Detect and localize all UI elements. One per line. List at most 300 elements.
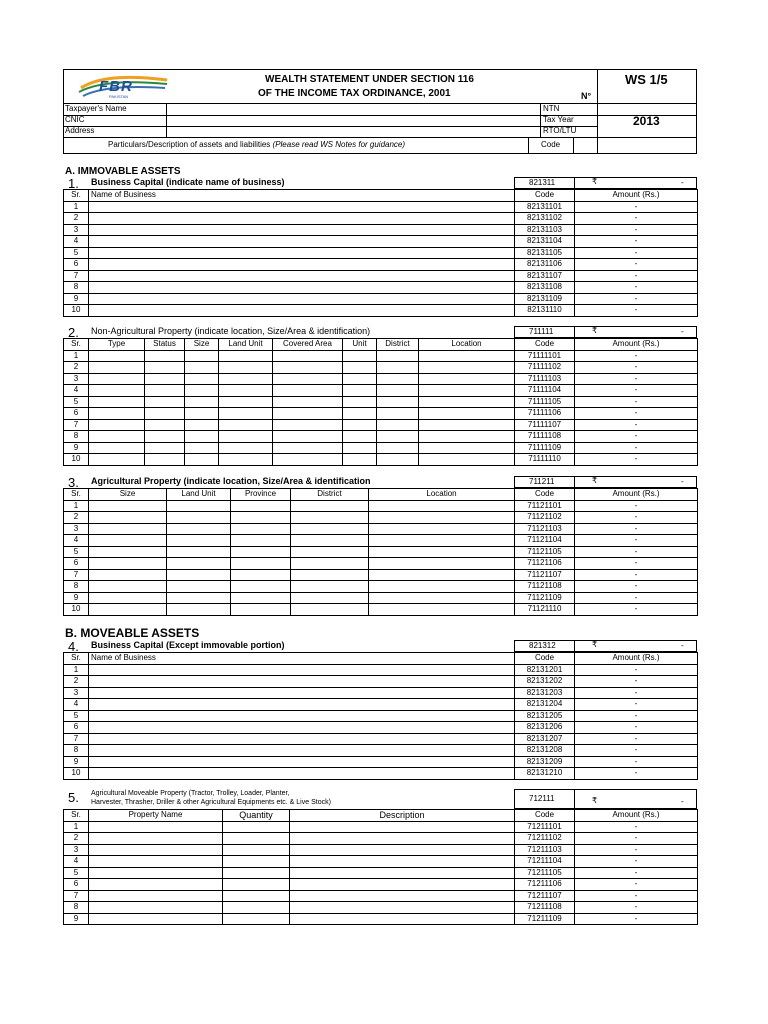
property-name-header: Property Name	[89, 810, 223, 822]
block5-number: 5.	[68, 790, 79, 805]
block3-code: 711211	[529, 477, 555, 486]
entry-cell[interactable]	[167, 558, 231, 570]
entry-cell[interactable]	[273, 431, 343, 443]
entry-cell[interactable]	[145, 442, 185, 454]
row-code: 82131206	[515, 722, 575, 734]
entry-cell[interactable]	[219, 373, 273, 385]
row-sr-number: 5	[64, 867, 89, 879]
address-field[interactable]	[167, 127, 539, 137]
entry-cell[interactable]	[419, 362, 515, 374]
block2-title: Non-Agricultural Property (indicate location, Size/Area & identification)	[91, 326, 371, 336]
entry-cell[interactable]	[89, 282, 515, 294]
entry-cell[interactable]	[419, 408, 515, 420]
entry-cell[interactable]	[89, 592, 167, 604]
entry-cell[interactable]	[343, 373, 377, 385]
entry-cell[interactable]	[377, 431, 419, 443]
row-sr-number: 9	[64, 913, 89, 925]
table-row	[64, 867, 698, 879]
entry-cell[interactable]	[273, 385, 343, 397]
row-amount: -	[575, 710, 698, 722]
entry-cell[interactable]	[167, 569, 231, 581]
entry-cell[interactable]	[89, 821, 223, 833]
entry-cell[interactable]	[89, 913, 223, 925]
entry-cell[interactable]	[273, 362, 343, 374]
entry-cell[interactable]	[89, 844, 223, 856]
row-sr-number: 1	[64, 201, 89, 213]
entry-cell[interactable]	[223, 856, 290, 868]
unit-header: Unit	[343, 339, 377, 351]
entry-cell[interactable]	[369, 604, 515, 616]
entry-cell[interactable]	[273, 408, 343, 420]
row-amount: -	[575, 512, 698, 524]
row-amount: -	[575, 362, 698, 374]
table-row	[64, 305, 698, 317]
entry-cell[interactable]	[419, 396, 515, 408]
amount-header: Amount (Rs.)	[575, 339, 698, 351]
row-code: 71211105	[515, 867, 575, 879]
entry-cell[interactable]	[89, 569, 167, 581]
table-row	[64, 592, 698, 604]
entry-cell[interactable]	[185, 396, 219, 408]
row-code: 82131209	[515, 756, 575, 768]
entry-cell[interactable]	[273, 396, 343, 408]
entry-cell[interactable]	[89, 546, 167, 558]
rto-label: RTO/LTU	[543, 126, 577, 135]
entry-cell[interactable]	[231, 558, 291, 570]
entry-cell[interactable]	[89, 535, 167, 547]
entry-cell[interactable]	[223, 913, 290, 925]
entry-cell[interactable]	[369, 500, 515, 512]
entry-cell[interactable]	[419, 431, 515, 443]
entry-cell[interactable]	[419, 454, 515, 466]
table-row	[64, 500, 698, 512]
entry-cell[interactable]	[223, 890, 290, 902]
entry-cell[interactable]	[219, 442, 273, 454]
row-sr-number: 2	[64, 833, 89, 845]
entry-cell[interactable]	[343, 419, 377, 431]
entry-cell[interactable]	[89, 305, 515, 317]
entry-cell[interactable]	[89, 687, 515, 699]
entry-cell[interactable]	[89, 664, 515, 676]
entry-cell[interactable]	[185, 385, 219, 397]
entry-cell[interactable]	[89, 856, 223, 868]
entry-cell[interactable]	[419, 350, 515, 362]
entry-cell[interactable]	[89, 454, 145, 466]
row-sr-number: 6	[64, 259, 89, 271]
address-label: Address	[65, 126, 95, 135]
entry-cell[interactable]	[185, 408, 219, 420]
entry-cell[interactable]	[290, 913, 515, 925]
entry-cell[interactable]	[231, 581, 291, 593]
entry-cell[interactable]	[89, 604, 167, 616]
entry-cell[interactable]	[291, 558, 369, 570]
district-header: District	[377, 339, 419, 351]
entry-cell[interactable]	[231, 604, 291, 616]
entry-cell[interactable]	[231, 523, 291, 535]
entry-cell[interactable]	[223, 902, 290, 914]
entry-cell[interactable]	[377, 419, 419, 431]
row-amount: -	[575, 385, 698, 397]
row-sr-number: 9	[64, 756, 89, 768]
entry-cell[interactable]	[167, 512, 231, 524]
row-sr-number: 2	[64, 362, 89, 374]
entry-cell[interactable]	[219, 419, 273, 431]
row-amount: -	[575, 676, 698, 688]
entry-cell[interactable]	[145, 408, 185, 420]
table-row	[64, 224, 698, 236]
entry-cell[interactable]	[89, 236, 515, 248]
entry-cell[interactable]	[369, 535, 515, 547]
entry-cell[interactable]	[145, 396, 185, 408]
entry-cell[interactable]	[231, 535, 291, 547]
table-row	[64, 362, 698, 374]
block4-table	[63, 652, 698, 780]
entry-cell[interactable]	[89, 396, 145, 408]
block5-title-line2: Harvester, Thrasher, Driller & other Agricultural Equipments etc. & Live Stock)	[91, 799, 331, 806]
entry-cell[interactable]	[290, 867, 515, 879]
block4-title: Business Capital (Except immovable portion)	[91, 640, 285, 650]
entry-cell[interactable]	[273, 373, 343, 385]
row-code: 71211104	[515, 856, 575, 868]
amount-header: Amount (Rs.)	[575, 489, 698, 501]
entry-cell[interactable]	[291, 581, 369, 593]
entry-cell[interactable]	[89, 213, 515, 225]
table-row	[64, 664, 698, 676]
quantity-header: Quantity	[223, 810, 290, 822]
block3-number: 3.	[68, 475, 79, 490]
entry-cell[interactable]	[89, 581, 167, 593]
entry-cell[interactable]	[167, 604, 231, 616]
entry-cell[interactable]	[377, 385, 419, 397]
entry-cell[interactable]	[167, 535, 231, 547]
entry-cell[interactable]	[145, 373, 185, 385]
entry-cell[interactable]	[89, 699, 515, 711]
cnic-label: CNIC	[65, 115, 85, 124]
entry-cell[interactable]	[231, 546, 291, 558]
row-amount: -	[575, 768, 698, 780]
row-amount: -	[575, 259, 698, 271]
row-code: 82131202	[515, 676, 575, 688]
row-amount: -	[575, 699, 698, 711]
row-amount: -	[575, 305, 698, 317]
entry-cell[interactable]	[273, 442, 343, 454]
entry-cell[interactable]	[219, 396, 273, 408]
entry-cell[interactable]	[145, 454, 185, 466]
table-row	[64, 745, 698, 757]
entry-cell[interactable]	[291, 512, 369, 524]
entry-cell[interactable]	[219, 431, 273, 443]
entry-cell[interactable]	[89, 385, 145, 397]
entry-cell[interactable]	[89, 431, 145, 443]
taxpayer-name-label: Taxpayer's Name	[65, 104, 127, 113]
entry-cell[interactable]	[145, 362, 185, 374]
entry-cell[interactable]	[89, 259, 515, 271]
entry-cell[interactable]	[89, 756, 515, 768]
entry-cell[interactable]	[185, 454, 219, 466]
entry-cell[interactable]	[290, 844, 515, 856]
row-sr-number: 3	[64, 687, 89, 699]
cnic-field[interactable]	[167, 116, 539, 126]
entry-cell[interactable]	[369, 546, 515, 558]
entry-cell[interactable]	[185, 442, 219, 454]
entry-cell[interactable]	[167, 523, 231, 535]
entry-cell[interactable]	[89, 833, 223, 845]
entry-cell[interactable]	[291, 546, 369, 558]
entry-cell[interactable]	[343, 408, 377, 420]
entry-cell[interactable]	[89, 768, 515, 780]
rto-field[interactable]	[598, 127, 696, 137]
entry-cell[interactable]	[185, 419, 219, 431]
entry-cell[interactable]	[377, 350, 419, 362]
row-amount: -	[575, 213, 698, 225]
entry-cell[interactable]	[231, 512, 291, 524]
row-amount: -	[575, 745, 698, 757]
row-code: 71121104	[515, 535, 575, 547]
entry-cell[interactable]	[231, 569, 291, 581]
row-amount: -	[575, 236, 698, 248]
description-header: Description	[290, 810, 515, 822]
entry-cell[interactable]	[369, 512, 515, 524]
entry-cell[interactable]	[369, 592, 515, 604]
entry-cell[interactable]	[219, 362, 273, 374]
entry-cell[interactable]	[89, 676, 515, 688]
entry-cell[interactable]	[219, 454, 273, 466]
entry-cell[interactable]	[223, 833, 290, 845]
block4-total: -	[681, 641, 684, 650]
entry-cell[interactable]	[89, 293, 515, 305]
row-amount: -	[575, 523, 698, 535]
entry-cell[interactable]	[291, 592, 369, 604]
row-sr-number: 6	[64, 722, 89, 734]
block2-table	[63, 338, 698, 466]
row-amount: -	[575, 833, 698, 845]
entry-cell[interactable]	[185, 373, 219, 385]
entry-cell[interactable]	[89, 733, 515, 745]
entry-cell[interactable]	[273, 454, 343, 466]
covered-area-header: Covered Area	[273, 339, 343, 351]
row-sr-number: 5	[64, 396, 89, 408]
entry-cell[interactable]	[343, 431, 377, 443]
row-amount: -	[575, 844, 698, 856]
entry-cell[interactable]	[419, 373, 515, 385]
row-code: 82131107	[515, 270, 575, 282]
row-sr-number: 4	[64, 856, 89, 868]
fbr-logo	[75, 74, 173, 102]
entry-cell[interactable]	[89, 500, 167, 512]
code-header: Code	[515, 653, 575, 665]
code-header: Code	[515, 489, 575, 501]
entry-cell[interactable]	[377, 362, 419, 374]
entry-cell[interactable]	[89, 224, 515, 236]
entry-cell[interactable]	[223, 821, 290, 833]
entry-cell[interactable]	[89, 867, 223, 879]
row-sr-number: 3	[64, 844, 89, 856]
entry-cell[interactable]	[291, 569, 369, 581]
entry-cell[interactable]	[290, 856, 515, 868]
ntn-field[interactable]	[598, 104, 696, 114]
row-code: 71111101	[515, 350, 575, 362]
status-header: Status	[145, 339, 185, 351]
entry-cell[interactable]	[369, 558, 515, 570]
row-amount: -	[575, 408, 698, 420]
entry-cell[interactable]	[343, 350, 377, 362]
row-code: 71111102	[515, 362, 575, 374]
row-code: 82131103	[515, 224, 575, 236]
entry-cell[interactable]	[185, 362, 219, 374]
entry-cell[interactable]	[89, 523, 167, 535]
entry-cell[interactable]	[89, 745, 515, 757]
entry-cell[interactable]	[89, 512, 167, 524]
size-header: Size	[185, 339, 219, 351]
row-amount: -	[575, 913, 698, 925]
entry-cell[interactable]	[219, 408, 273, 420]
entry-cell[interactable]	[145, 419, 185, 431]
table-row	[64, 733, 698, 745]
entry-cell[interactable]	[89, 201, 515, 213]
entry-cell[interactable]	[377, 454, 419, 466]
particulars-text: Particulars/Description of assets and liabilities	[108, 140, 271, 149]
row-sr-number: 8	[64, 431, 89, 443]
entry-cell[interactable]	[89, 373, 145, 385]
row-sr-number: 3	[64, 224, 89, 236]
entry-cell[interactable]	[89, 722, 515, 734]
entry-cell[interactable]	[219, 350, 273, 362]
district-header: District	[291, 489, 369, 501]
row-sr-number: 4	[64, 236, 89, 248]
row-amount: -	[575, 569, 698, 581]
form-title-line2: OF THE INCOME TAX ORDINANCE, 2001	[258, 88, 451, 99]
entry-cell[interactable]	[231, 592, 291, 604]
table-row	[64, 373, 698, 385]
entry-cell[interactable]	[273, 350, 343, 362]
entry-cell[interactable]	[167, 592, 231, 604]
entry-cell[interactable]	[145, 431, 185, 443]
entry-cell[interactable]	[419, 442, 515, 454]
row-code: 71121103	[515, 523, 575, 535]
block2-number: 2.	[68, 325, 79, 340]
entry-cell[interactable]	[145, 385, 185, 397]
entry-cell[interactable]	[290, 879, 515, 891]
table-row	[64, 419, 698, 431]
entry-cell[interactable]	[167, 546, 231, 558]
entry-cell[interactable]	[290, 902, 515, 914]
row-sr-number: 8	[64, 581, 89, 593]
entry-cell[interactable]	[223, 844, 290, 856]
row-sr-number: 4	[64, 699, 89, 711]
row-amount: -	[575, 270, 698, 282]
entry-cell[interactable]	[231, 500, 291, 512]
row-sr-number: 5	[64, 546, 89, 558]
entry-cell[interactable]	[343, 385, 377, 397]
entry-cell[interactable]	[219, 385, 273, 397]
entry-cell[interactable]	[419, 385, 515, 397]
entry-cell[interactable]	[343, 454, 377, 466]
entry-cell[interactable]	[290, 821, 515, 833]
entry-cell[interactable]	[290, 833, 515, 845]
row-code: 82131207	[515, 733, 575, 745]
size-header: Size	[89, 489, 167, 501]
entry-cell[interactable]	[369, 581, 515, 593]
entry-cell[interactable]	[291, 500, 369, 512]
entry-cell[interactable]	[89, 442, 145, 454]
table-header-row	[64, 339, 698, 351]
block5-total: -	[681, 797, 684, 806]
entry-cell[interactable]	[377, 396, 419, 408]
table-row	[64, 710, 698, 722]
entry-cell[interactable]	[343, 362, 377, 374]
entry-cell[interactable]	[167, 581, 231, 593]
entry-cell[interactable]	[377, 408, 419, 420]
row-sr-number: 7	[64, 419, 89, 431]
table-row	[64, 236, 698, 248]
entry-cell[interactable]	[89, 902, 223, 914]
entry-cell[interactable]	[377, 442, 419, 454]
row-sr-number: 7	[64, 890, 89, 902]
row-amount: -	[575, 890, 698, 902]
taxpayer-name-field[interactable]	[167, 104, 539, 114]
entry-cell[interactable]	[343, 442, 377, 454]
tax-year-label: Tax Year	[543, 115, 574, 124]
entry-cell[interactable]	[89, 362, 145, 374]
row-amount: -	[575, 546, 698, 558]
row-sr-number: 1	[64, 664, 89, 676]
entry-cell[interactable]	[369, 569, 515, 581]
table-row	[64, 247, 698, 259]
entry-cell[interactable]	[89, 710, 515, 722]
table-row	[64, 546, 698, 558]
row-sr-number: 3	[64, 373, 89, 385]
entry-cell[interactable]	[291, 604, 369, 616]
entry-cell[interactable]	[291, 523, 369, 535]
entry-cell[interactable]	[273, 419, 343, 431]
entry-cell[interactable]	[89, 350, 145, 362]
entry-cell[interactable]	[369, 523, 515, 535]
entry-cell[interactable]	[89, 270, 515, 282]
row-code: 71211106	[515, 879, 575, 891]
row-code: 82131108	[515, 282, 575, 294]
entry-cell[interactable]	[89, 558, 167, 570]
sr-header: Sr.	[64, 489, 89, 501]
entry-cell[interactable]	[89, 247, 515, 259]
entry-cell[interactable]	[89, 890, 223, 902]
logo-subtext: PAKISTAN	[109, 94, 129, 99]
entry-cell[interactable]	[185, 431, 219, 443]
amount-header: Amount (Rs.)	[575, 810, 698, 822]
entry-cell[interactable]	[223, 879, 290, 891]
table-row	[64, 676, 698, 688]
entry-cell[interactable]	[167, 500, 231, 512]
entry-cell[interactable]	[185, 350, 219, 362]
row-sr-number: 4	[64, 535, 89, 547]
entry-cell[interactable]	[89, 408, 145, 420]
row-code: 82131204	[515, 699, 575, 711]
table-row	[64, 282, 698, 294]
entry-cell[interactable]	[89, 879, 223, 891]
entry-cell[interactable]	[291, 535, 369, 547]
entry-cell[interactable]	[290, 890, 515, 902]
entry-cell[interactable]	[145, 350, 185, 362]
row-sr-number: 7	[64, 569, 89, 581]
row-sr-number: 7	[64, 270, 89, 282]
block3-total: -	[681, 477, 684, 486]
entry-cell[interactable]	[89, 419, 145, 431]
entry-cell[interactable]	[223, 867, 290, 879]
table-row	[64, 581, 698, 593]
entry-cell[interactable]	[377, 373, 419, 385]
row-code: 82131106	[515, 259, 575, 271]
entry-cell[interactable]	[343, 396, 377, 408]
entry-cell[interactable]	[419, 419, 515, 431]
